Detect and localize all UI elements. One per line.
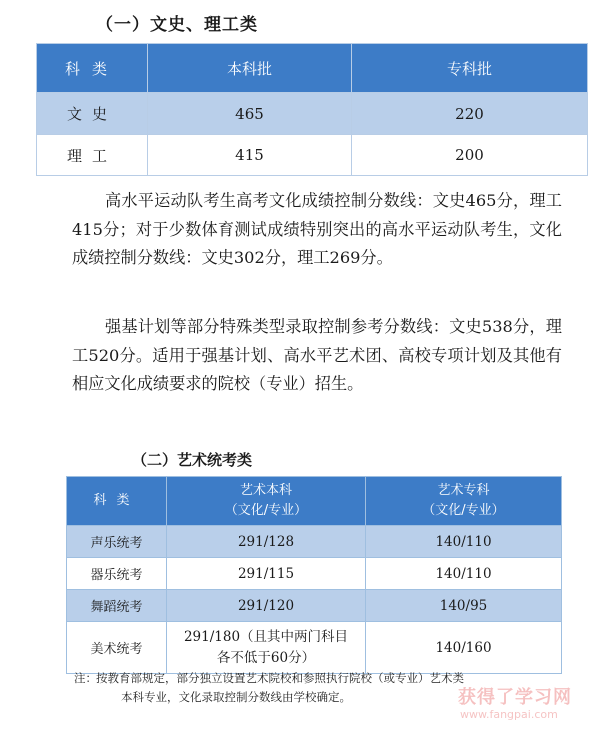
- table-row: [37, 135, 588, 176]
- footnote-label: 注：: [74, 671, 97, 685]
- row-bachelor: 415: [148, 135, 352, 176]
- row-category: 文史: [37, 93, 148, 135]
- header-bachelor: 本科批: [148, 44, 352, 93]
- footnote-line1: 按教育部规定，部分独立设置艺术院校和参照执行院校（或专业）艺术类: [96, 671, 464, 685]
- row-junior: 200: [352, 135, 588, 176]
- row-bachelor-line2: 各不低于60分）: [216, 649, 316, 666]
- footnote-line2: 本科专业，文化录取控制分数线由学校确定。: [121, 690, 351, 704]
- watermark-url: www.fangpai.com: [460, 708, 558, 721]
- table-row: [67, 590, 562, 622]
- section2-title: （二）艺术统考类: [132, 451, 253, 469]
- row-junior: 140/110: [366, 558, 562, 590]
- header-art-junior-title: 艺术专科: [437, 483, 490, 498]
- table-row: [67, 526, 562, 558]
- watermark-text: 获得了学习网: [458, 687, 572, 708]
- row-bachelor: 291/120: [167, 590, 366, 622]
- header-junior: 专科批: [352, 44, 588, 93]
- header-art-bachelor-title: 艺术本科: [239, 483, 292, 498]
- header-art-junior-sub: （文化/专业）: [422, 503, 505, 518]
- row-junior: 220: [352, 93, 588, 135]
- table-header-row: [37, 44, 588, 93]
- row-junior: 140/110: [366, 526, 562, 558]
- row-category: 器乐统考: [67, 558, 167, 590]
- row-bachelor: [167, 622, 366, 674]
- table-row: [37, 93, 588, 135]
- header-art-junior: [366, 477, 562, 526]
- row-bachelor-line1: 291/180（且其中两门科目: [183, 628, 349, 645]
- row-junior: 140/95: [366, 590, 562, 622]
- row-bachelor: 465: [148, 93, 352, 135]
- row-bachelor: 291/128: [167, 526, 366, 558]
- table-header-row: [67, 477, 562, 526]
- row-category: 舞蹈统考: [67, 590, 167, 622]
- header-category: 科类: [37, 44, 148, 93]
- row-category: 美术统考: [67, 622, 167, 674]
- section1-table: [36, 43, 588, 176]
- header-art-bachelor: [167, 477, 366, 526]
- paragraph-special-admission: 强基计划等部分特殊类型录取控制参考分数线：文史538分，理工520分。适用于强基计划、高水平艺术团、高校专项计划及其他有相应文化成绩要求的院校（专业）招生。: [72, 317, 562, 393]
- paragraph-sports-team: 高水平运动队考生高考文化成绩控制分数线：文史465分，理工415分；对于少数体育测试成绩特别突出的高水平运动队考生，文化成绩控制分数线：文史302分，理工269分。: [72, 191, 562, 267]
- section1-title: （一）文史、理工类: [96, 15, 258, 35]
- row-category: 理工: [37, 135, 148, 176]
- row-junior: 140/160: [366, 622, 562, 674]
- row-bachelor: 291/115: [167, 558, 366, 590]
- row-category: 声乐统考: [67, 526, 167, 558]
- table-row: [67, 558, 562, 590]
- header-category: 科类: [67, 477, 167, 526]
- header-art-bachelor-sub: （文化/专业）: [224, 503, 308, 518]
- section2-table: [66, 476, 562, 674]
- table-row: [67, 622, 562, 674]
